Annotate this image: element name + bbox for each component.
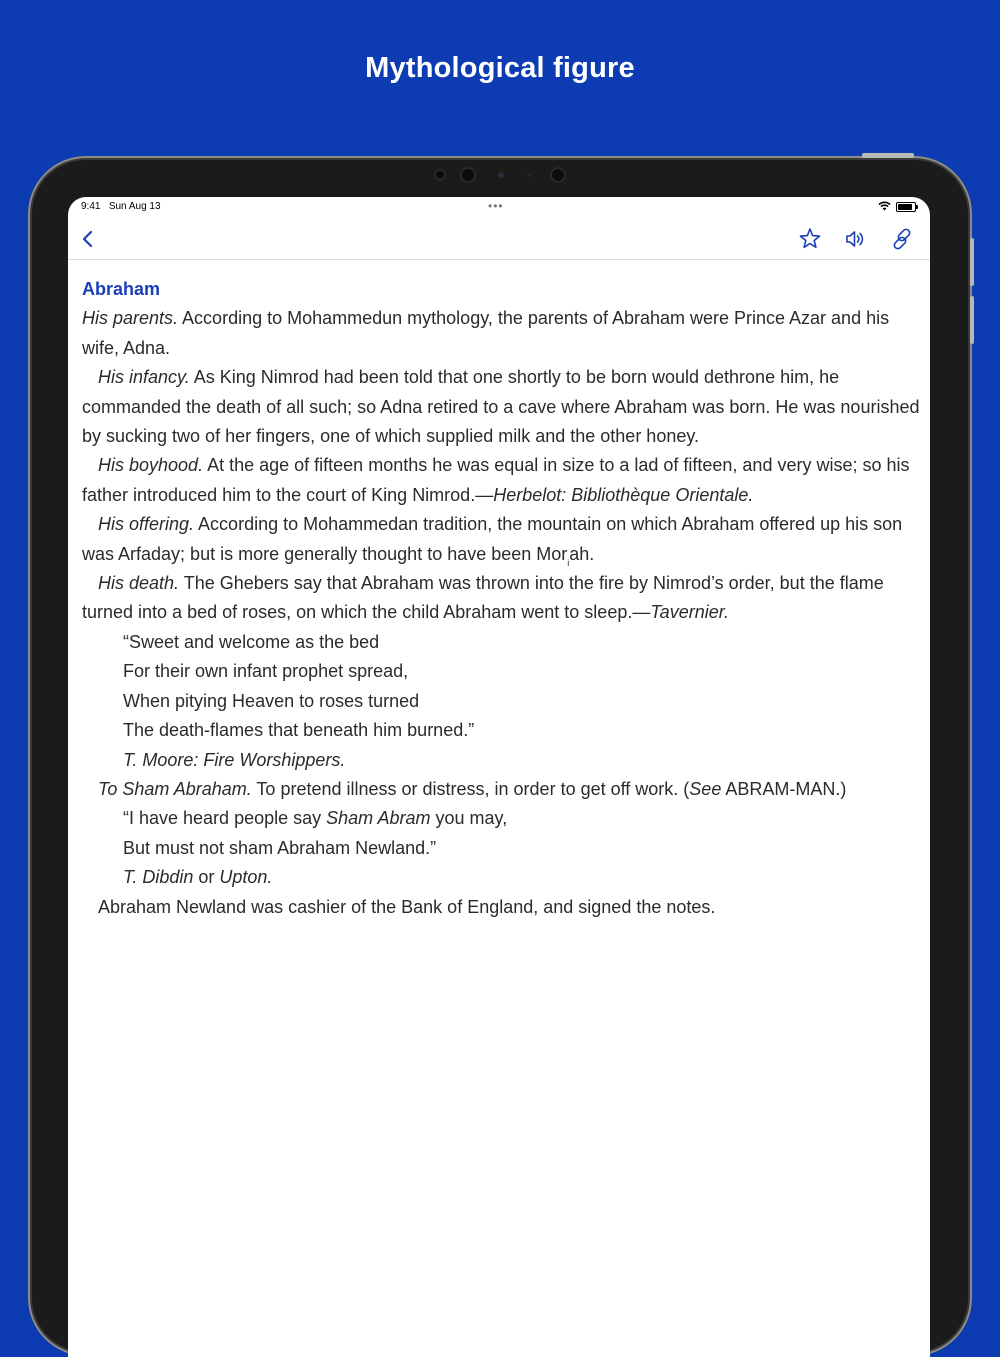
- verse2-post: you may,: [430, 808, 508, 829]
- heading-offering: His offering.: [98, 514, 195, 535]
- headline: Mythological figure: [365, 52, 635, 84]
- heading-infancy: His infancy.: [98, 367, 190, 388]
- camera-bar: [430, 166, 570, 186]
- status-bar: [68, 197, 930, 219]
- see-label: See: [689, 778, 722, 799]
- link-icon: [888, 225, 916, 253]
- top-button: [862, 153, 914, 158]
- verse-citation: [82, 863, 920, 892]
- text-offering-tail: ah.: [569, 543, 595, 564]
- paragraph-newland: Abraham Newland was cashier of the Bank of England, and signed the notes.: [98, 896, 716, 917]
- verse-line: “Sweet and welcome as the bed: [123, 631, 380, 652]
- back-button[interactable]: [74, 225, 102, 253]
- verse-line: When pitying Heaven to roses turned: [123, 690, 420, 711]
- screen: [68, 197, 930, 1357]
- verse-line: But must not sham Abraham Newland.”: [123, 837, 437, 858]
- wifi-icon: [878, 201, 891, 214]
- camera-dot: [527, 174, 530, 177]
- verse2-em: Sham Abram: [326, 808, 431, 829]
- camera-sensor: [498, 172, 504, 178]
- star-icon: [796, 225, 824, 253]
- link-button[interactable]: [888, 225, 916, 253]
- verse-line: [82, 804, 920, 833]
- volume-up-button: [970, 238, 974, 286]
- text-offering: According to Mohammedan tradition, the mountain on which Abraham offered up his son was Arfaday; but is more generally thought to have been Mor: [82, 514, 903, 564]
- paragraph-sham: [82, 775, 920, 804]
- cite-herbelot: Herbelot: Bibliothèque Orientale.: [493, 484, 754, 505]
- speak-button[interactable]: [841, 225, 869, 253]
- back-chevron-icon: [74, 225, 102, 253]
- cross-reference-abram-man[interactable]: ABRAM-MAN.): [721, 778, 847, 799]
- text-parents: According to Mohammedun mythology, the parents of Abraham were Prince Azar and his wife, Adna.: [82, 308, 890, 358]
- paragraph-death: [82, 569, 920, 628]
- verse-line: The death-flames that beneath him burned.”: [123, 720, 475, 741]
- cite-upton: Upton.: [219, 867, 273, 888]
- verse-citation: [82, 746, 920, 775]
- camera-lens: [460, 167, 476, 183]
- heading-death: His death.: [98, 573, 180, 594]
- battery-icon: [896, 202, 916, 212]
- volume-down-button: [970, 296, 974, 344]
- heading-sham: To Sham Abraham.: [98, 778, 252, 799]
- paragraph-boyhood: [82, 451, 920, 510]
- camera-dot: [434, 169, 446, 181]
- speaker-icon: [841, 225, 869, 253]
- text-infancy: As King Nimrod had been told that one shortly to be born would dethrone him, he commanded the death of all such; so Adna retired to a cave where Abraham was born. He was nourished by sucking two of her fingers, one of which supplied milk and the other honey.: [82, 367, 920, 447]
- text-death: The Ghebers say that Abraham was thrown into the fire by Nimrod’s order, but the flame turned into a bed of roses, on which the child Abraham went to sleep.—: [82, 573, 884, 623]
- cite-moore: T. Moore: Fire Worshippers.: [123, 749, 346, 770]
- navigation-bar: [68, 219, 930, 260]
- paragraph-offering: [82, 510, 920, 569]
- status-time: [81, 201, 161, 212]
- verse-line: For their own infant prophet spread,: [123, 661, 409, 682]
- text-boyhood: At the age of fifteen months he was equal in size to a lad of fifteen, and very wise; so his father introduced him to the court of King Nimrod.—: [82, 455, 910, 505]
- verse2-pre: “I have heard people say: [123, 808, 327, 829]
- paragraph-infancy: [82, 363, 920, 451]
- entry-title: Abraham: [82, 279, 161, 299]
- cite-or: or: [193, 867, 220, 888]
- entry-content: [82, 275, 920, 922]
- status-date: Sun Aug 13: [108, 201, 161, 212]
- cite-tavernier: Tavernier.: [650, 602, 730, 623]
- camera-lens: [550, 167, 566, 183]
- multitasking-dots[interactable]: •••: [488, 199, 504, 213]
- status-clock: 9:41: [81, 201, 101, 212]
- cite-dibdin: T. Dibdin: [123, 867, 194, 888]
- favorite-button[interactable]: [796, 225, 824, 253]
- subscript-mark: i: [567, 557, 570, 568]
- paragraph-parents: [82, 304, 920, 363]
- heading-boyhood: His boyhood.: [98, 455, 204, 476]
- text-sham: To pretend illness or distress, in order to get off work. (: [251, 778, 690, 799]
- heading-parents: His parents.: [82, 308, 179, 329]
